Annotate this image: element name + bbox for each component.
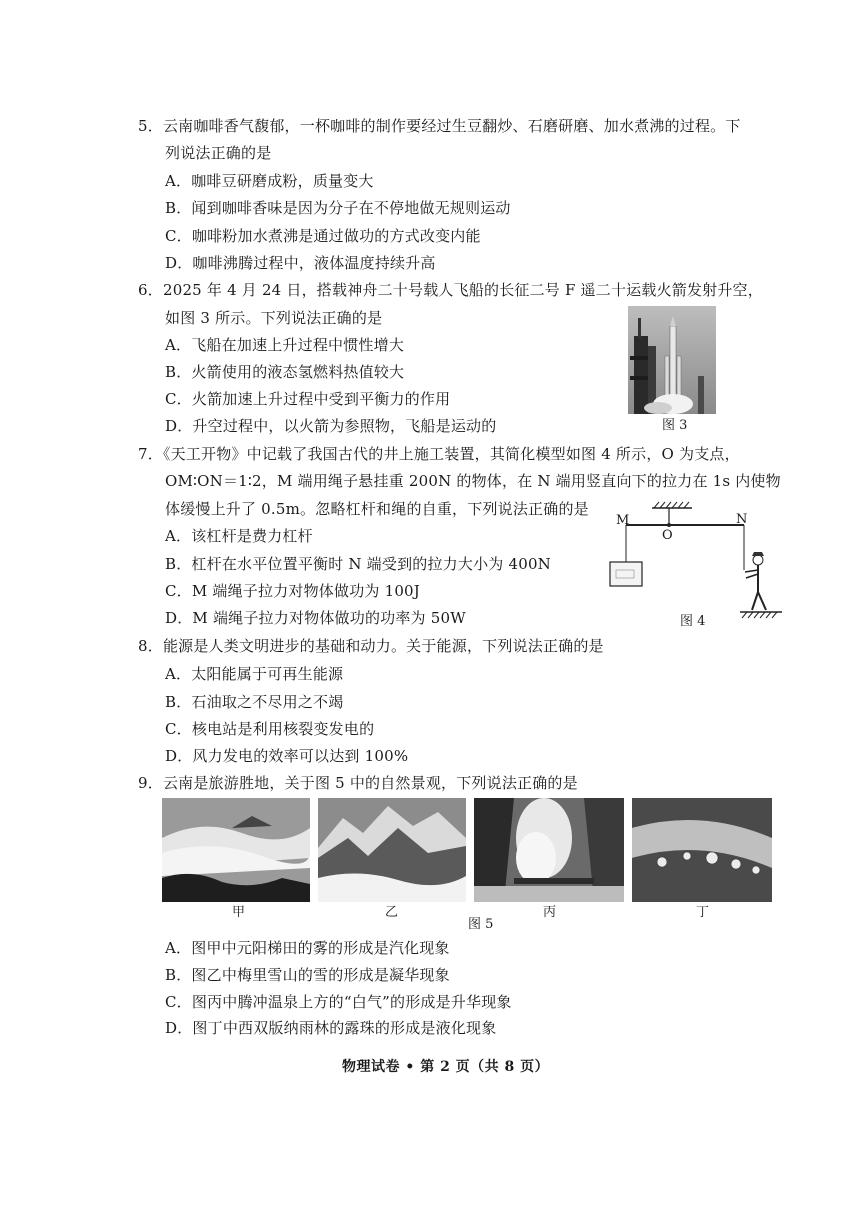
q7-stem-line2: OM∶ON＝1∶2，M 端用绳子悬挂重 200N 的物体，在 N 端用竖直向下的拉力在 1s 内使物 xyxy=(165,472,781,490)
figure5-label-yi: 乙 xyxy=(385,905,399,920)
figure5-label-bing: 丙 xyxy=(543,905,557,920)
figure5-photo-jia xyxy=(162,798,310,902)
q6-stem-line1: 6．2025 年 4 月 24 日，搭载神舟二十号载人飞船的长征二号 F 遥二十运载火箭发射升空， xyxy=(138,281,763,299)
q9-option-a: A．图甲中元阳梯田的雾的形成是汽化现象 xyxy=(165,939,450,957)
figure4-label-m: M xyxy=(616,513,630,528)
figure5-photo-ding xyxy=(632,798,772,902)
q6-stem-line2: 如图 3 所示。下列说法正确的是 xyxy=(165,309,383,327)
q6-option-d: D．升空过程中，以火箭为参照物，飞船是运动的 xyxy=(165,417,497,435)
q8-option-c: C．核电站是利用核裂变发电的 xyxy=(165,720,375,738)
q7-stem-line3: 体缓慢上升了 0.5m。忽略杠杆和绳的自重，下列说法正确的是 xyxy=(165,500,589,518)
q7-stem-line1: 7．《天工开物》中记载了我国古代的井上施工装置，其简化模型如图 4 所示，O 为支点， xyxy=(138,445,740,463)
q5-option-c: C．咖啡粉加水煮沸是通过做功的方式改变内能 xyxy=(165,227,481,245)
figure5-caption: 图 5 xyxy=(468,917,494,932)
q6-option-c: C．火箭加速上升过程中受到平衡力的作用 xyxy=(165,390,451,408)
figure4-caption: 图 4 xyxy=(680,614,706,629)
figure5-photo-yi xyxy=(318,798,466,902)
page-footer: 物理试卷 • 第 2 页（共 8 页） xyxy=(342,1059,550,1075)
figure5-label-jia: 甲 xyxy=(232,905,246,920)
q5-option-d: D．咖啡沸腾过程中，液体温度持续升高 xyxy=(165,254,436,272)
q5-stem-line2: 列说法正确的是 xyxy=(165,144,272,162)
q8-stem-line1: 8．能源是人类文明进步的基础和动力。关于能源，下列说法正确的是 xyxy=(138,637,604,655)
figure5-photo-bing xyxy=(474,798,624,902)
figure3-rocket-photo xyxy=(628,306,716,414)
figure3-caption: 图 3 xyxy=(662,418,688,433)
q9-option-d: D．图丁中西双版纳雨林的露珠的形成是液化现象 xyxy=(165,1019,497,1037)
q7-option-a: A．该杠杆是费力杠杆 xyxy=(165,527,313,545)
figure4-label-n: N xyxy=(736,512,748,527)
figure5-label-ding: 丁 xyxy=(696,905,710,920)
q5-stem-line1: 5．云南咖啡香气馥郁，一杯咖啡的制作要经过生豆翻炒、石磨研磨、加水煮沸的过程。下 xyxy=(138,117,741,135)
q8-option-a: A．太阳能属于可再生能源 xyxy=(165,665,344,683)
figure4-label-o: O xyxy=(662,528,673,543)
q7-option-c: C．M 端绳子拉力对物体做功为 100J xyxy=(165,582,421,600)
q7-option-b: B．杠杆在水平位置平衡时 N 端受到的拉力大小为 400N xyxy=(165,555,552,573)
q5-option-a: A．咖啡豆研磨成粉，质量变大 xyxy=(165,172,374,190)
q8-option-b: B．石油取之不尽用之不竭 xyxy=(165,693,344,711)
q6-option-b: B．火箭使用的液态氢燃料热值较大 xyxy=(165,363,405,381)
q9-option-b: B．图乙中梅里雪山的雪的形成是凝华现象 xyxy=(165,966,450,984)
q7-option-d: D．M 端绳子拉力对物体做功的功率为 50W xyxy=(165,609,466,627)
q6-option-a: A．飞船在加速上升过程中惯性增大 xyxy=(165,336,405,354)
q8-option-d: D．风力发电的效率可以达到 100% xyxy=(165,747,409,765)
q5-option-b: B．闻到咖啡香味是因为分子在不停地做无规则运动 xyxy=(165,199,511,217)
figure4-lever-diagram xyxy=(606,500,790,632)
q9-stem-line1: 9．云南是旅游胜地，关于图 5 中的自然景观，下列说法正确的是 xyxy=(138,774,578,792)
q9-option-c: C．图丙中腾冲温泉上方的“白气”的形成是升华现象 xyxy=(165,993,512,1011)
